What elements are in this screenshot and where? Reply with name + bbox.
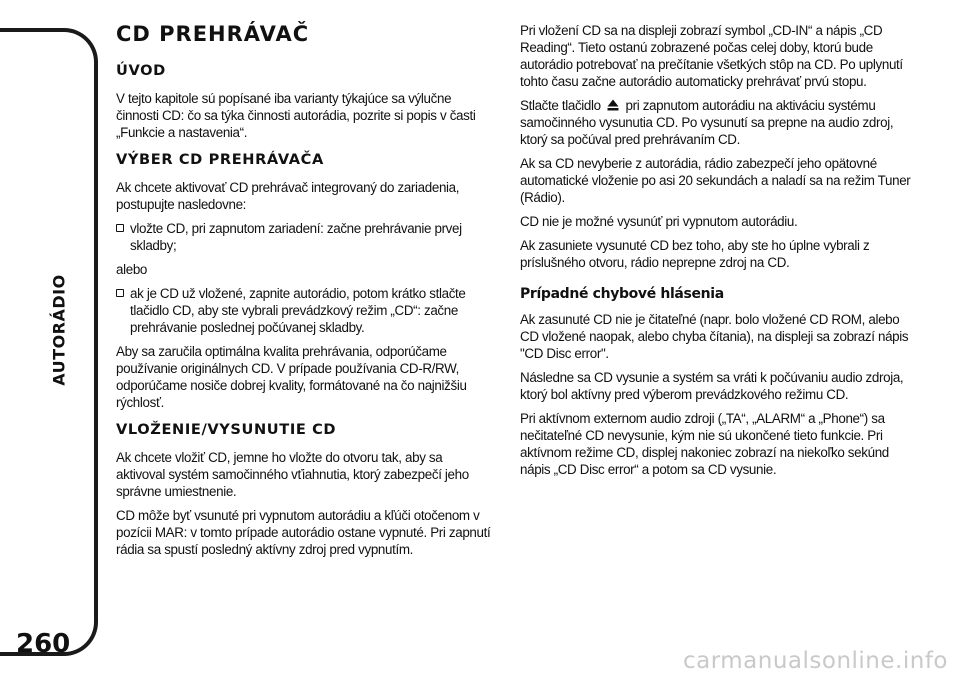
paragraph: Ak zasunuté CD nie je čitateľné (napr. bolo vložené CD ROM, alebo CD vložené naopak, alebo chyba čítania), na displeji sa zobrazí nápis "CD Disc error". [520,312,909,361]
eject-text-after: pri zapnutom autorádiu na aktiváciu systému samočinného vysunutia CD. Po vysunutí sa prepne na audio zdroj, ktorý sa počúval pred prehrávaním CD. [520,98,894,147]
list-item [116,285,492,336]
section-heading-uvod: ÚVOD [116,62,166,79]
paragraph: Aby sa zaručila optimálna kvalita prehrávania, odporúčame používanie originálnych CD. V prípade používania CD-R/RW, odporúčame nosiče dobrej kvality, formátované na čo najnižšiu rýchlosť. [116,344,467,410]
page-number: 260 [16,629,71,659]
paragraph: Pri vložení CD sa na displeji zobrazí symbol „CD-IN“ a nápis „CD Reading“. Tieto ostanú zobrazené počas celej doby, ktorú bude autorádio potrebovať na prečítanie všetkých stôp na CD. Po uplynutí tohto času začne autorádio automaticky prehrávať prvú stopu. [520,23,903,89]
section-heading-vlozenie: VLOŽENIE/VYSUNUTIE CD [116,421,337,438]
paragraph: Ak zasuniete vysunuté CD bez toho, aby ste ho úplne vybrali z príslušného otvoru, rádio neprepne zdroj na CD. [520,238,870,270]
eject-icon [607,99,619,111]
paragraph: Následne sa CD vysunie a systém sa vráti k počúvaniu audio zdroja, ktorý bol aktívny pred výberom prevádzkového režimu CD. [520,370,904,402]
checkbox-bullet-icon [116,289,124,297]
paragraph-eject [520,97,916,148]
left-column [116,22,492,565]
chapter-title: CD PREHRÁVAČ [116,22,310,46]
list-item-text: ak je CD už vložené, zapnite autorádio, potom krátko stlačte tlačidlo CD, aby ste vybrali prevádzkový režim „CD“: začne prehrávanie poslednej počúvanej skladby. [130,286,466,335]
paragraph-or: alebo [116,262,148,277]
right-column [520,22,916,485]
list-item-text: vložte CD, pri zapnutom zariadení: začne prehrávanie prvej skladby; [130,221,462,253]
eject-text-before: Stlačte tlačidlo [520,98,601,113]
section-heading-vyber: VÝBER CD PREHRÁVAČA [116,151,324,168]
checkbox-bullet-icon [116,224,124,232]
watermark: carmanualsonline.info [682,648,948,674]
subheading-errors: Prípadné chybové hlásenia [520,286,724,302]
paragraph: Pri aktívnom externom audio zdroji („TA“, „ALARM“ a „Phone“) sa nečitateľné CD nevysunie, kým nie sú ukončené tieto funkcie. Pri aktívnom režime CD, displej nakoniec zobrazí na niekoľko sekúnd nápis „CD Disc error“ a potom sa CD vysunie. [520,411,889,477]
paragraph: Ak sa CD nevyberie z autorádia, rádio zabezpečí jeho opätovné automatické vloženie po asi 20 sekundách a naladí sa na režim Tuner (Rádio). [520,156,911,205]
paragraph: CD nie je možné vysunúť pri vypnutom autorádiu. [520,214,798,229]
list-item [116,220,492,254]
paragraph: V tejto kapitole sú popísané iba varianty týkajúce sa výlučne činnosti CD: čo sa týka činnosti autorádia, pozrite si popis v časti „Funkcie a nastavenia“. [116,91,476,140]
paragraph: CD môže byť vsunuté pri vypnutom autorádiu a kľúči otočenom v pozícii MAR: v tomto prípade autorádio ostane vypnuté. Pri zapnutí rádia sa spustí posledný aktívny zdroj pred vypnutím. [116,508,491,557]
paragraph: Ak chcete vložiť CD, jemne ho vložte do otvoru tak, aby sa aktivoval systém samočinného vťiahnutia, ktorý zabezpečí jeho správne umiestnenie. [116,450,469,499]
section-side-label: AUTORÁDIO [49,274,69,386]
paragraph: Ak chcete aktivovať CD prehrávač integrovaný do zariadenia, postupujte nasledovne: [116,180,460,212]
